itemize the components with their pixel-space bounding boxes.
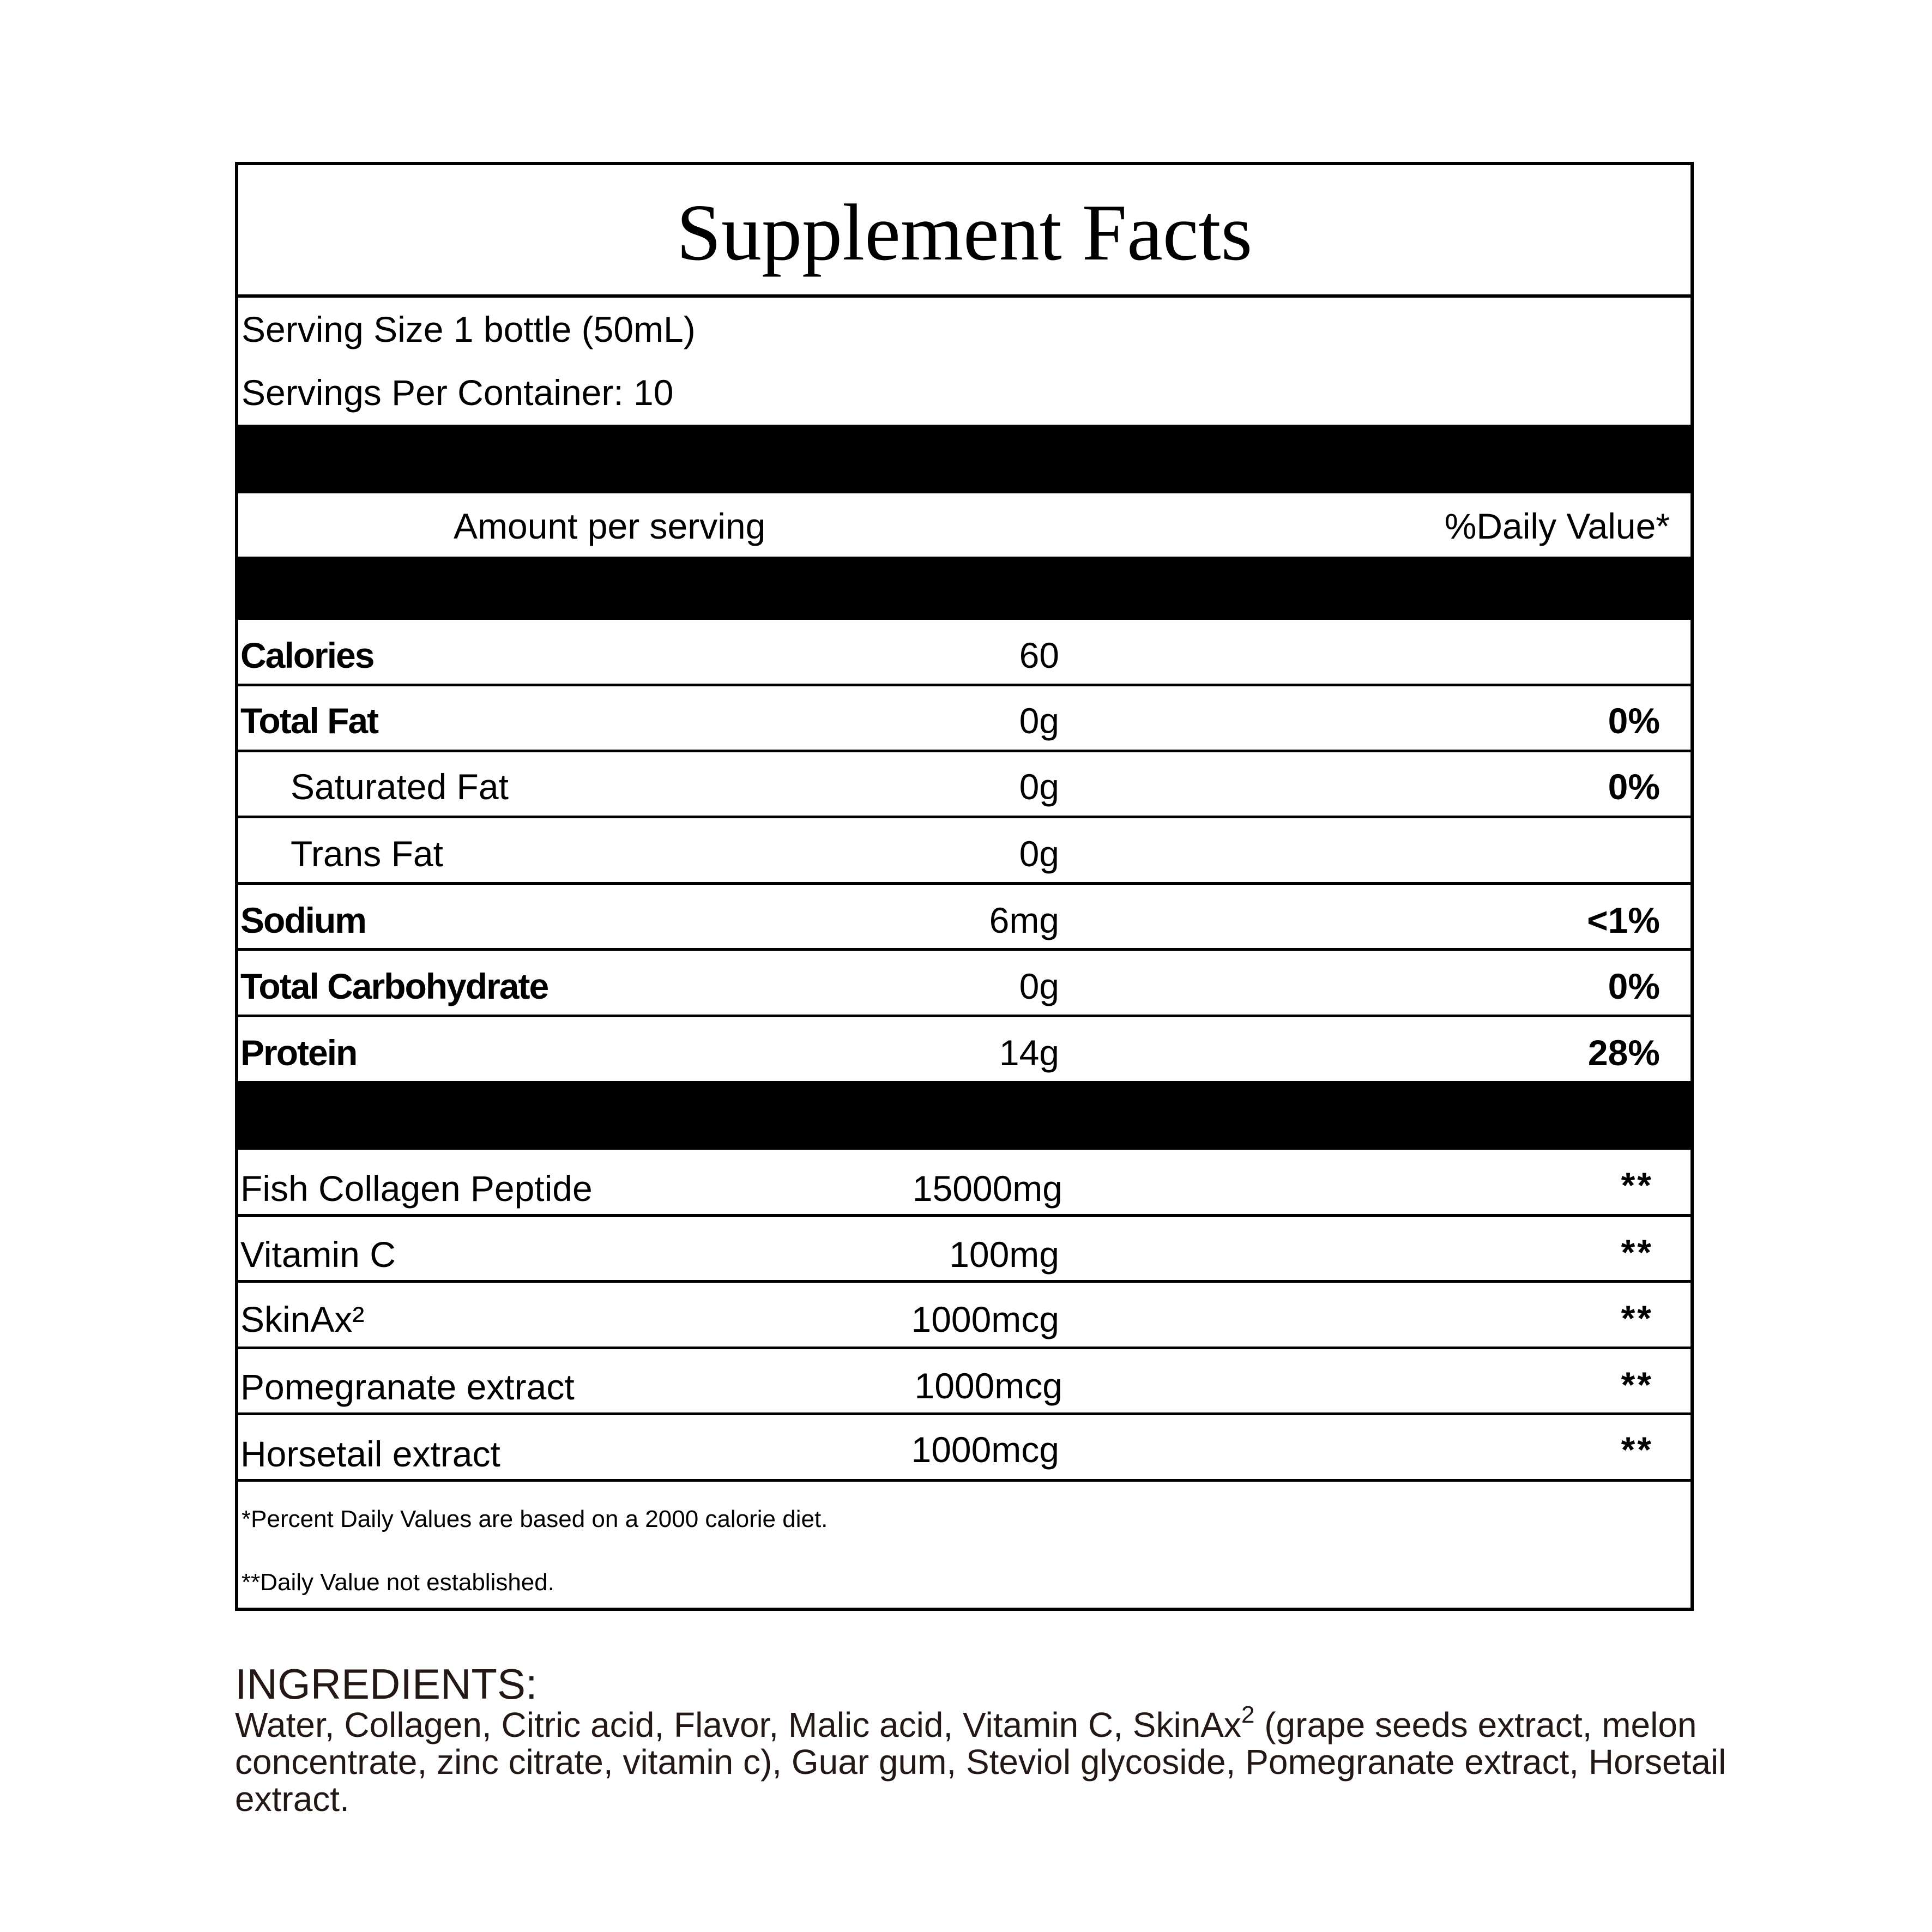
nutrient-row-total-fat: [238, 686, 1690, 752]
ingredient-daily-value: **: [1621, 1165, 1653, 1205]
amount-per-serving-label: Amount per serving: [454, 506, 766, 546]
ingredient-amount: 100mg: [949, 1234, 1059, 1275]
ingredient-name: Vitamin C: [240, 1234, 396, 1275]
nutrient-name: Sodium: [240, 900, 366, 940]
ingredient-amount: 1000mcg: [911, 1429, 1059, 1470]
nutrient-daily-value: 28%: [1587, 1033, 1660, 1073]
ingredient-amount: 1000mcg: [914, 1366, 1062, 1406]
nutrient-name: Protein: [240, 1033, 357, 1073]
panel-title: Supplement Facts: [676, 188, 1253, 277]
daily-value-label: %Daily Value*: [1444, 506, 1670, 546]
nutrient-name: Trans Fat: [291, 834, 443, 874]
nutrient-amount: 0g: [1019, 966, 1059, 1006]
nutrient-amount: 0g: [1019, 766, 1059, 807]
servings-per-container: Servings Per Container: 10: [242, 372, 674, 413]
nutrient-name: Total Fat: [240, 701, 378, 741]
nutrient-daily-value: 0%: [1608, 766, 1660, 807]
title-row: [238, 165, 1690, 298]
ingredients-superscript: 2: [1241, 1701, 1255, 1728]
ingredient-amount: 15000mg: [912, 1168, 1062, 1209]
ingredient-name: Fish Collagen Peptide: [240, 1168, 593, 1209]
ingredient-daily-value: **: [1621, 1298, 1653, 1338]
nutrient-row-saturated-fat: [238, 752, 1690, 818]
ingredient-row-fish-collagen-peptide: [238, 1150, 1690, 1217]
serving-size: Serving Size 1 bottle (50mL): [242, 309, 696, 349]
nutrient-amount: 60: [1019, 635, 1059, 675]
ingredient-name: SkinAx²: [240, 1299, 365, 1339]
nutrient-amount: 14g: [999, 1033, 1059, 1073]
nutrient-name: Calories: [240, 635, 374, 675]
footnote-daily-values: *Percent Daily Values are based on a 2000 calorie diet.: [242, 1506, 828, 1532]
ingredients-heading: INGREDIENTS:: [235, 1660, 538, 1708]
ingredient-name: Pomegranate extract: [240, 1367, 575, 1407]
nutrient-row-protein: [238, 1017, 1690, 1081]
ingredients-text-part: (grape seeds extract, melon concentrate, zinc citrate, vitamin c), Guar gum, Steviol glycoside, Pomegranate extract, Horsetail extract.: [235, 1705, 1726, 1819]
ingredient-daily-value: **: [1621, 1429, 1653, 1470]
nutrient-amount: 0g: [1019, 834, 1059, 874]
supplement-facts-panel: [235, 162, 1694, 1611]
divider-bar: [238, 1081, 1690, 1150]
ingredient-row-pomegranate-extract: [238, 1349, 1690, 1415]
ingredient-row-horsetail-extract: [238, 1415, 1690, 1482]
ingredients-list: [235, 1701, 1740, 1819]
ingredients-text-part: Water, Collagen, Citric acid, Flavor, Malic acid, Vitamin C, SkinAx: [235, 1705, 1241, 1744]
nutrient-row-calories: [238, 620, 1690, 686]
nutrient-amount: 6mg: [989, 900, 1059, 940]
nutrient-name: Saturated Fat: [291, 766, 509, 807]
nutrient-row-sodium: [238, 885, 1690, 951]
divider-bar: [238, 425, 1690, 493]
nutrient-name: Total Carbohydrate: [240, 966, 548, 1006]
footnote-not-established: **Daily Value not established.: [242, 1569, 554, 1596]
nutrient-daily-value: <1%: [1587, 900, 1660, 940]
nutrient-row-total-carbohydrate: [238, 951, 1690, 1017]
nutrient-row-trans-fat: [238, 818, 1690, 885]
nutrient-daily-value: 0%: [1608, 701, 1660, 741]
column-header-row: [238, 493, 1690, 557]
ingredient-row-skinax: [238, 1283, 1690, 1349]
ingredient-daily-value: **: [1621, 1232, 1653, 1272]
nutrient-amount: 0g: [1019, 701, 1059, 741]
nutrient-daily-value: 0%: [1608, 966, 1660, 1006]
ingredient-daily-value: **: [1621, 1365, 1653, 1405]
ingredient-name: Horsetail extract: [240, 1434, 500, 1474]
divider-bar: [238, 557, 1690, 620]
ingredient-row-vitamin-c: [238, 1217, 1690, 1283]
ingredient-amount: 1000mcg: [911, 1299, 1059, 1339]
